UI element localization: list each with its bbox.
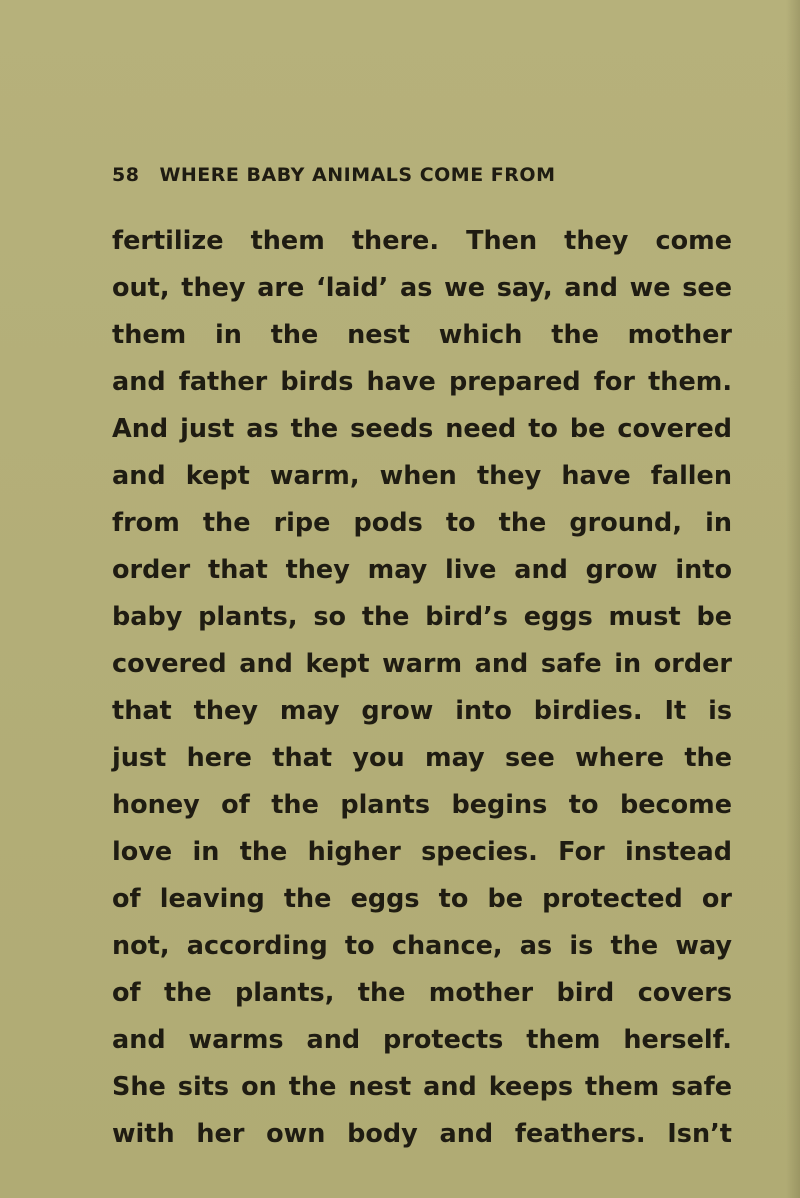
text-line: and warms and protects them herself. — [112, 1025, 732, 1055]
text-line: covered and kept warm and safe in order — [112, 649, 732, 679]
text-line: love in the higher species. For instead — [112, 837, 732, 867]
text-line: that they may grow into birdies. It is — [112, 696, 732, 726]
text-line: out, they are ‘laid’ as we say, and we see — [112, 273, 732, 303]
text-line: and father birds have prepared for them. — [112, 367, 732, 397]
text-line: of leaving the eggs to be protected or — [112, 884, 732, 914]
text-line: just here that you may see where the — [112, 743, 732, 773]
text-line: with her own body and feathers. Isn’t — [112, 1119, 732, 1149]
running-title: WHERE BABY ANIMALS COME FROM — [159, 164, 556, 186]
body-text — [112, 218, 732, 1158]
text-line: from the ripe pods to the ground, in — [112, 508, 732, 538]
text-line: She sits on the nest and keeps them safe — [112, 1072, 732, 1102]
text-line: not, according to chance, as is the way — [112, 931, 732, 961]
page-number: 58 — [112, 164, 140, 186]
text-line: them in the nest which the mother — [112, 320, 732, 350]
text-line: And just as the seeds need to be covered — [112, 414, 732, 444]
running-header — [112, 163, 752, 187]
text-line: fertilize them there. Then they come — [112, 226, 732, 256]
text-line: honey of the plants begins to become — [112, 790, 732, 820]
text-line: baby plants, so the bird’s eggs must be — [112, 602, 732, 632]
page-edge-shadow — [786, 0, 800, 1198]
text-line: order that they may live and grow into — [112, 555, 732, 585]
text-line: and kept warm, when they have fallen — [112, 461, 732, 491]
text-line: of the plants, the mother bird covers — [112, 978, 732, 1008]
